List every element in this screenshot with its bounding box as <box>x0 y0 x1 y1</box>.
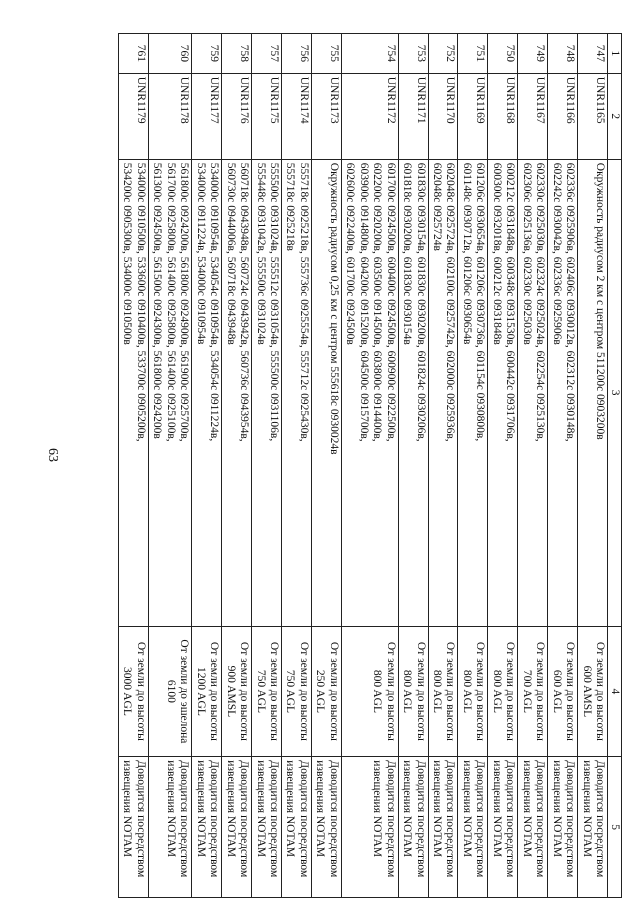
altitude-line: От земли до высоты <box>208 641 221 741</box>
rotated-table-wrapper <box>70 33 622 898</box>
column-header-1: 1 <box>608 34 622 74</box>
zone-code: UNR1167 <box>518 73 548 159</box>
altitude-limits <box>398 626 428 757</box>
header-row <box>608 34 622 898</box>
boundary-line: 555718с 0925218в <box>284 162 297 251</box>
zone-boundary <box>311 159 341 626</box>
altitude-limits <box>341 626 398 757</box>
altitude-line: От земли до высоты <box>534 641 547 741</box>
altitude-line: 1200 AGL <box>194 666 207 716</box>
altitude-line: От земли до высоты <box>327 641 340 741</box>
row-number: 748 <box>548 34 578 74</box>
altitude-line: 700 AGL <box>520 669 533 713</box>
zone-boundary <box>282 159 312 626</box>
zone-boundary <box>119 159 149 626</box>
zone-code: UNR1173 <box>311 73 341 159</box>
boundary-line: 561700с 0925800в, 561400с 0925800в, 561400с 0925100в, <box>164 162 177 442</box>
airspace-table <box>118 33 622 898</box>
altitude-limits <box>488 626 518 757</box>
table-row <box>398 34 428 898</box>
activation-note: Доводится посредством извещения NOTAM <box>458 757 488 898</box>
boundary-line: 561800с 0924200в, 561800с 0924900в, 561900с 0925700в, <box>178 162 191 442</box>
altitude-limits <box>148 626 191 757</box>
altitude-line: От земли до высоты <box>504 641 517 741</box>
row-number: 752 <box>428 34 458 74</box>
boundary-line: 602048с 0925724в <box>431 162 444 251</box>
table-row <box>488 34 518 898</box>
boundary-line: 602242с 0930042в, 602336с 0925906в <box>550 162 563 345</box>
boundary-line: 601818с 0930200в, 601830с 0930154в <box>401 162 414 345</box>
zone-boundary <box>548 159 578 626</box>
altitude-line: 800 AGL <box>401 669 414 713</box>
boundary-line: 534200с 0905300в, 534000с 0910500в <box>121 162 134 345</box>
altitude-limits <box>578 626 608 757</box>
row-number: 761 <box>119 34 149 74</box>
altitude-line: От земли до высоты <box>297 641 310 741</box>
boundary-line: 601148с 0930712в, 601206с 0930654в <box>460 162 473 345</box>
row-number: 757 <box>252 34 282 74</box>
boundary-line: 602600с 0922400в, 601700с 0924500в <box>344 162 357 345</box>
table-row <box>458 34 488 898</box>
altitude-line: От земли до эшелона <box>178 639 191 744</box>
altitude-limits <box>458 626 488 757</box>
activation-note: Доводится посредством извещения NOTAM <box>311 757 341 898</box>
activation-note: Доводится посредством извещения NOTAM <box>148 757 191 898</box>
altitude-line: От земли до высоты <box>238 641 251 741</box>
zone-code: UNR1170 <box>428 73 458 159</box>
row-number: 753 <box>398 34 428 74</box>
zone-code: UNR1169 <box>458 73 488 159</box>
zone-boundary <box>148 159 191 626</box>
altitude-limits <box>282 626 312 757</box>
row-number: 750 <box>488 34 518 74</box>
altitude-limits <box>192 626 222 757</box>
altitude-line: 900 AMSL <box>224 665 237 718</box>
boundary-line: 534000с 0910500в, 533600с 0910400в, 533700с 0905200в, <box>134 162 147 442</box>
zone-code: UNR1172 <box>341 73 398 159</box>
boundary-line: 534000с 0910954в, 534054с 0910954в, 534054с 0911224в, <box>208 162 221 442</box>
activation-note: Доводится посредством извещения NOTAM <box>518 757 548 898</box>
boundary-line: Окружность радиусом 2 км с центром 511200с 0903200в <box>594 162 606 440</box>
table-row <box>222 34 252 898</box>
altitude-limits <box>518 626 548 757</box>
row-number: 749 <box>518 34 548 74</box>
row-number: 760 <box>148 34 191 74</box>
altitude-limits <box>428 626 458 757</box>
boundary-line: 560730с 0944006в, 560718с 0943948в <box>224 162 237 345</box>
zone-boundary <box>458 159 488 626</box>
row-number: 747 <box>578 34 608 74</box>
altitude-line: 800 AGL <box>431 669 444 713</box>
boundary-line: 601830с 0930154в, 601830с 0930200в, 601824с 0930206в, <box>414 162 427 442</box>
row-number: 759 <box>192 34 222 74</box>
altitude-line: 750 AGL <box>284 669 297 713</box>
boundary-line: 602048с 0925724в, 602100с 0925742в, 602000с 0925936в, <box>444 162 457 442</box>
activation-note: Доводится посредством извещения NOTAM <box>222 757 252 898</box>
boundary-line: 561300с 0924500в, 561500с 0924300в, 561800с 0924200в <box>151 162 164 439</box>
altitude-line: 750 AGL <box>254 669 267 713</box>
activation-note: Доводится посредством извещения NOTAM <box>398 757 428 898</box>
zone-code: UNR1168 <box>488 73 518 159</box>
boundary-line: 602330с 0925030в, 602324с 0925024в, 602254с 0925130в, <box>534 162 547 442</box>
zone-code: UNR1177 <box>192 73 222 159</box>
table-row <box>119 34 149 898</box>
altitude-line: 600 AMSL <box>580 665 593 718</box>
table-row <box>252 34 282 898</box>
activation-note: Доводится посредством извещения NOTAM <box>341 757 398 898</box>
altitude-limits <box>252 626 282 757</box>
zone-boundary <box>428 159 458 626</box>
activation-note: Доводится посредством извещения NOTAM <box>282 757 312 898</box>
activation-note: Доводится посредством извещения NOTAM <box>488 757 518 898</box>
altitude-line: От земли до высоты <box>134 641 147 741</box>
altitude-limits <box>548 626 578 757</box>
altitude-line: 800 AGL <box>371 669 384 713</box>
boundary-line: 534000с 0911224в, 534000с 0910954в <box>194 162 207 345</box>
zone-code: UNR1175 <box>252 73 282 159</box>
altitude-line: От земли до высоты <box>268 641 281 741</box>
zone-boundary <box>341 159 398 626</box>
column-header-3: 3 <box>608 159 622 626</box>
column-header-4: 4 <box>608 626 622 757</box>
altitude-line: От земли до высоты <box>444 641 457 741</box>
zone-boundary <box>222 159 252 626</box>
altitude-line: 6100 <box>164 679 177 703</box>
boundary-line: 555718с 0925218в, 555736с 0925554в, 555712с 0925430в, <box>297 162 310 442</box>
boundary-line: 600212с 0931848в, 600348с 0931530в, 600442с 0931706в, <box>504 162 517 442</box>
zone-code: UNR1178 <box>148 73 191 159</box>
altitude-line: 250 AGL <box>314 669 327 713</box>
boundary-line: 560718с 0943948в, 560724с 0943942в, 560736с 0943954в, <box>238 162 251 442</box>
altitude-line: От земли до высоты <box>414 641 427 741</box>
row-number: 751 <box>458 34 488 74</box>
altitude-limits <box>311 626 341 757</box>
altitude-line: 600 AGL <box>550 669 563 713</box>
table-row <box>311 34 341 898</box>
activation-note: Доводится посредством извещения NOTAM <box>578 757 608 898</box>
table-row <box>428 34 458 898</box>
zone-boundary <box>192 159 222 626</box>
table-row <box>282 34 312 898</box>
zone-code: UNR1174 <box>282 73 312 159</box>
table-row <box>148 34 191 898</box>
row-number: 758 <box>222 34 252 74</box>
row-number: 755 <box>311 34 341 74</box>
table-row <box>578 34 608 898</box>
column-header-2: 2 <box>608 73 622 159</box>
boundary-line: 602200с 0920200в, 603500с 0914500в, 603800с 0914400в, <box>371 162 384 442</box>
boundary-line: 602336с 0925906в, 602406с 0930012в, 602312с 0930148в, <box>564 162 577 442</box>
activation-note: Доводится посредством извещения NOTAM <box>428 757 458 898</box>
zone-code: UNR1179 <box>119 73 149 159</box>
boundary-line: 600300с 0932018в, 600212с 0931848в <box>490 162 503 345</box>
table-body <box>119 34 608 898</box>
zone-boundary <box>252 159 282 626</box>
altitude-line: От земли до высоты <box>594 641 606 741</box>
altitude-line: От земли до высоты <box>474 641 487 741</box>
zone-boundary <box>398 159 428 626</box>
zone-code: UNR1171 <box>398 73 428 159</box>
zone-code: UNR1166 <box>548 73 578 159</box>
zone-boundary <box>518 159 548 626</box>
boundary-line: 601206с 0930654в, 601206с 0930736в, 601154с 0930800в, <box>474 162 487 442</box>
altitude-line: От земли до высоты <box>384 641 397 741</box>
page-number: 63 <box>45 448 60 462</box>
altitude-limits <box>222 626 252 757</box>
table-row <box>341 34 398 898</box>
activation-note: Доводится посредством извещения NOTAM <box>119 757 149 898</box>
altitude-line: От земли до высоты <box>564 641 577 741</box>
altitude-limits <box>119 626 149 757</box>
boundary-line: 555500с 0931024в, 555512с 0931054в, 555500с 0931106в, <box>268 162 281 442</box>
row-number: 754 <box>341 34 398 74</box>
boundary-line: 555448с 0931042в, 555500с 0931024в <box>254 162 267 345</box>
boundary-line: 601700с 0924500в, 600400с 0924500в, 600900с 0922500в, <box>384 162 397 442</box>
table-row <box>192 34 222 898</box>
zone-boundary <box>578 159 608 626</box>
altitude-line: 800 AGL <box>490 669 503 713</box>
table-row <box>548 34 578 898</box>
table-row <box>518 34 548 898</box>
altitude-line: 3000 AGL <box>121 666 134 716</box>
boundary-line: 603900с 0914800в, 604200с 0915200в, 604500с 0915700в, <box>357 162 370 442</box>
zone-code: UNR1165 <box>578 73 608 159</box>
activation-note: Доводится посредством извещения NOTAM <box>192 757 222 898</box>
column-header-5: 5 <box>608 757 622 898</box>
activation-note: Доводится посредством извещения NOTAM <box>252 757 282 898</box>
boundary-line: Окружность радиусом 0,25 км с центром 555618с 0930024в <box>327 162 340 455</box>
zone-code: UNR1176 <box>222 73 252 159</box>
boundary-line: 602306с 0925136в, 602330с 0925030в <box>520 162 533 345</box>
zone-boundary <box>488 159 518 626</box>
activation-note: Доводится посредством извещения NOTAM <box>548 757 578 898</box>
row-number: 756 <box>282 34 312 74</box>
altitude-line: 800 AGL <box>460 669 473 713</box>
